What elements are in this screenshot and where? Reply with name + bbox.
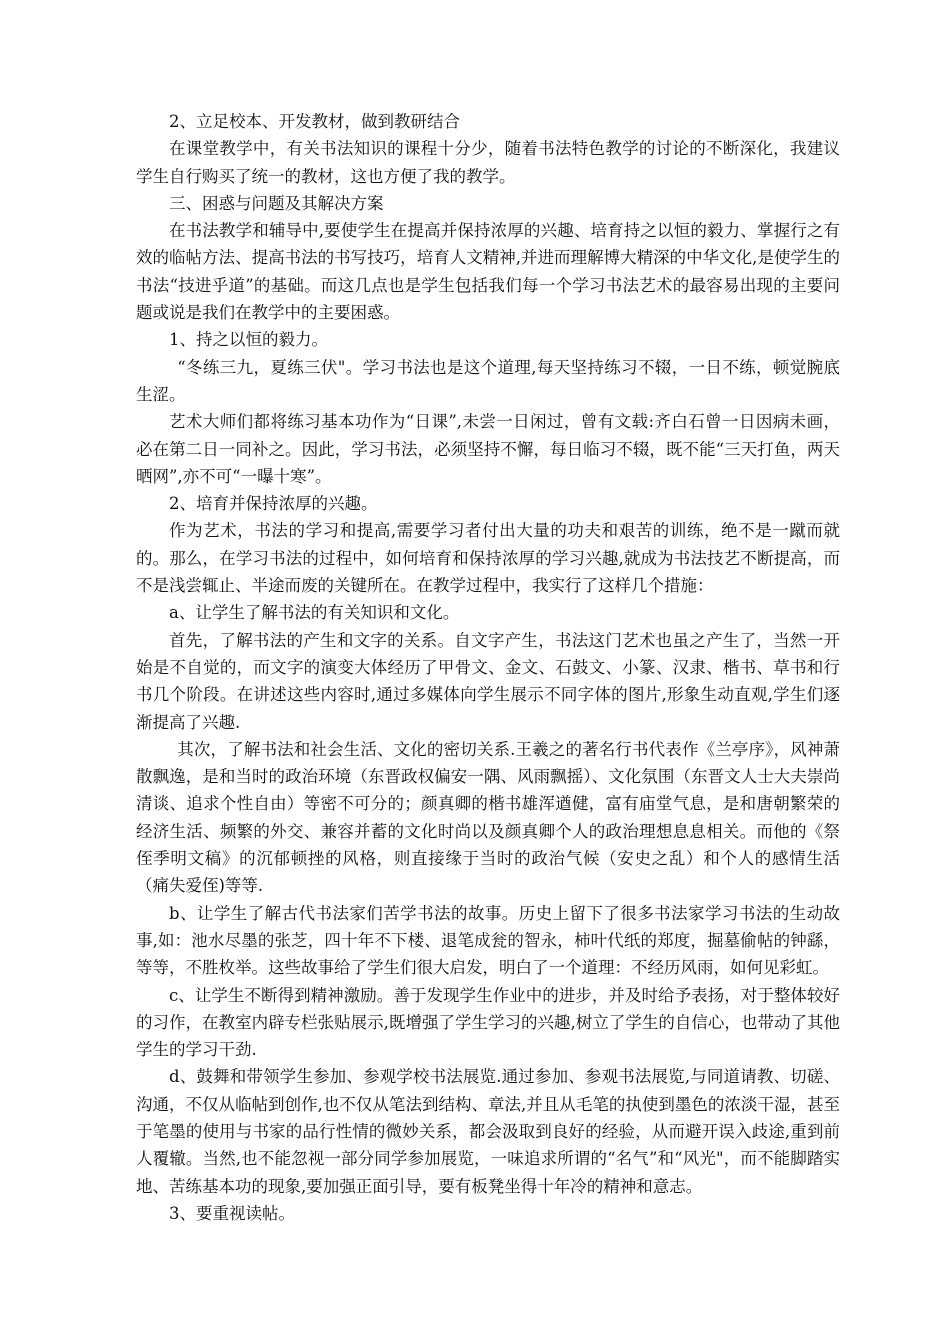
paragraph: “冬练三九，夏练三伏"。学习书法也是这个道理,每天坚持练习不辍，一日不练，顿觉腕底生涩。	[136, 357, 840, 404]
heading-school-based-textbook: 2、立足校本、开发教材，做到教研结合	[169, 112, 460, 131]
paragraph: 其次，了解书法和社会生活、文化的密切关系.王羲之的著名行书代表作《兰亭序》，风神萧散飘逸，是和当时的政治环境（东晋政权偏安一隅、风雨飘摇）、文化氛围（东晋文人士大夫崇尚清谈、追求个性自由）等密不可分的；颜真卿的楷书雄浑遒健，富有庙堂气息，是和唐朝繁荣的经济生活、频繁的外交、兼容并蓄的文化时尚以及颜真卿个人的政治理想息息相关。而他的《祭侄季明文稿》的沉郁顿挫的风格，则直接缘于当时的政治气候（安史之乱）和个人的感情生活（痛失爱侄)等等.	[136, 739, 840, 896]
list-item-b: b、让学生了解古代书法家们苦学书法的故事。历史上留下了很多书法家学习书法的生动故事,如：池水尽墨的张芝，四十年不下楼、退笔成瓮的智永，柿叶代纸的郑度，掘墓偷帖的钟繇，等等，不胜枚举。这些故事给了学生们很大启发，明白了一个道理：不经历风雨，如何见彩虹。	[136, 903, 840, 978]
list-item-a: a、让学生了解书法的有关知识和文化。	[169, 603, 460, 623]
list-item-c: c、让学生不断得到精神激励。善于发现学生作业中的进步，并及时给予表扬，对于整体较好的习作，在教室内辟专栏张贴展示,既增强了学生学习的兴趣,树立了学生的自信心，也带动了其他学生的学习干劲.	[136, 985, 840, 1060]
document-body	[136, 108, 840, 1227]
paragraph: 艺术大师们都将练习基本功作为“日课”,未尝一日闲过，曾有文载:齐白石曾一日因病未画，必在第二日一同补之。因此，学习书法，必须坚持不懈，每日临习不辍，既不能“三天打鱼，两天晒网”,亦不可“一曝十寒”。	[136, 412, 840, 486]
paragraph: 在书法教学和辅导中,要使学生在提高并保持浓厚的兴趣、培育持之以恒的毅力、掌握行之有效的临帖方法、提高书法的书写技巧，培育人文精神,并进而理解博大精深的中华文化,是使学生的书法“技进乎道”的基础。而这几点也是学生包括我们每一个学习书法艺术的最容易出现的主要问题或说是我们在教学中的主要困惑。	[136, 221, 840, 323]
paragraph: 作为艺术，书法的学习和提高,需要学习者付出大量的功夫和艰苦的训练，绝不是一蹴而就的。那么，在学习书法的过程中，如何培育和保持浓厚的学习兴趣,就成为书法技艺不断提高，而不是浅尝辄止、半途而废的关键所在。在教学过程中，我实行了这样几个措施：	[136, 521, 840, 596]
subheading-read-copybooks: 3、要重视读帖。	[169, 1203, 295, 1223]
paragraph: 首先，了解书法的产生和文字的关系。自文字产生，书法这门艺术也虽之产生了，当然一开始是不自觉的，而文字的演变大体经历了甲骨文、金文、石鼓文、小篆、汉隶、楷书、草书和行书几个阶段。在讲述这些内容时,通过多媒体向学生展示不同字体的图片,形象生动直观,学生们逐渐提高了兴趣.	[136, 630, 840, 732]
subheading-interest: 2、培育并保持浓厚的兴趣。	[169, 494, 378, 514]
list-item-d: d、鼓舞和带领学生参加、参观学校书法展览.通过参加、参观书法展览,与同道请教、切磋、沟通，不仅从临帖到创作,也不仅从笔法到结构、章法,并且从毛笔的执使到墨色的浓淡干湿，甚至于笔墨的使用与书家的品行性情的微妙关系，都会汲取到良好的经验，从而避开误入歧途,重到前人覆辙。当然,也不能忽视一部分同学参加展览，一味追求所谓的“名气”和“风光"，而不能脚踏实地、苦练基本功的现象,要加强正面引导，要有板凳坐得十年冷的精神和意志。	[136, 1067, 840, 1196]
section-heading-problems: 三、困惑与问题及其解决方案	[169, 193, 384, 213]
paragraph: 在课堂教学中，有关书法知识的课程十分少，随着书法特色教学的讨论的不断深化，我建议学生自行购买了统一的教材，这也方便了我的教学。	[136, 139, 840, 186]
subheading-perseverance: 1、持之以恒的毅力。	[169, 330, 328, 350]
